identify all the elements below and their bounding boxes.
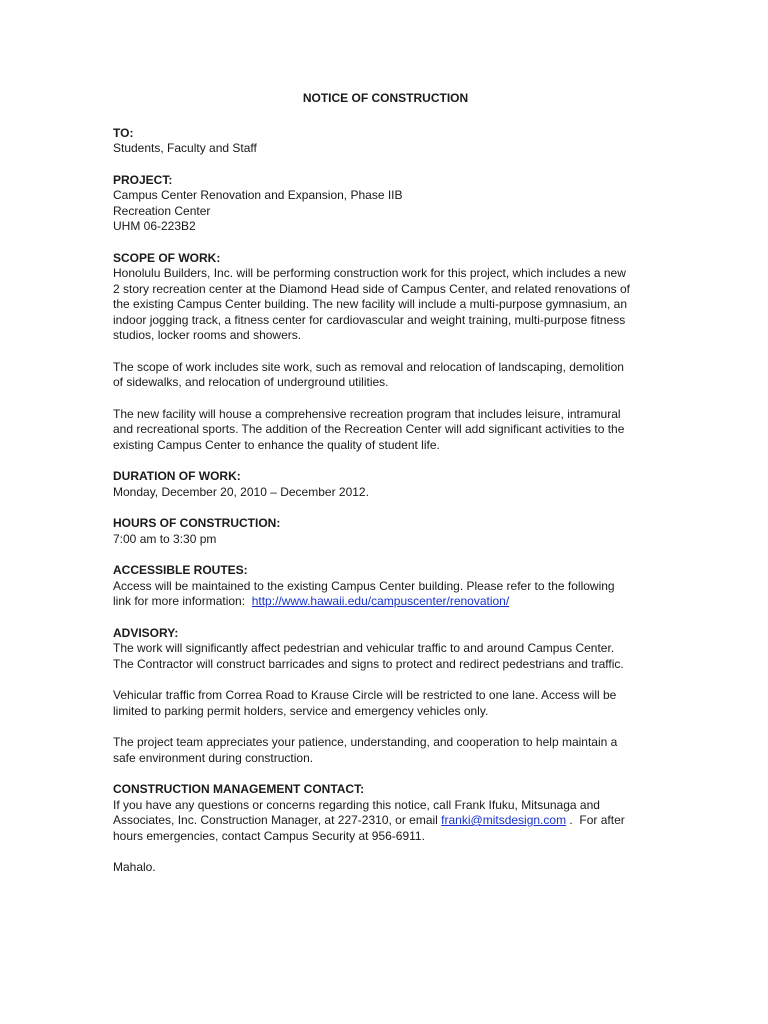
- project-name: Campus Center Renovation and Expansion, Phase IIB: [113, 188, 403, 202]
- advisory-section: [113, 626, 658, 767]
- hours-heading: HOURS OF CONSTRUCTION:: [113, 516, 281, 530]
- text-line: indoor jogging track, a fitness center for cardiovascular and weight training, multi-purpose fitness: [113, 312, 626, 327]
- contact-email-link[interactable]: franki@mitsdesign.com: [441, 813, 567, 827]
- advisory-heading: ADVISORY:: [113, 625, 179, 640]
- text-line: the existing Campus Center building. The new facility will include a multi-purpose gymnasium, an: [113, 297, 628, 311]
- contact-line-prefix: Associates, Inc. Construction Manager, at 227-2310, or email: [113, 813, 442, 827]
- text-line: The scope of work includes site work, such as removal and relocation of landscaping, demolition: [113, 359, 624, 374]
- routes-link-prefix: link for more information:: [113, 594, 252, 608]
- advisory-paragraph-1: [113, 641, 658, 672]
- scope-paragraph-3: [113, 407, 658, 454]
- to-heading: TO:: [113, 125, 134, 140]
- text-line: [113, 594, 658, 610]
- hours-value: 7:00 am to 3:30 pm: [113, 531, 217, 546]
- text-line: and recreational sports. The addition of the Recreation Center will add significant activities to the: [113, 422, 625, 436]
- text-line: If you have any questions or concerns regarding this notice, call Frank Ifuku, Mitsunaga and: [113, 797, 600, 812]
- text-line: 2 story recreation center at the Diamond Head side of Campus Center, and related renovations of: [113, 281, 630, 296]
- to-recipients: Students, Faculty and Staff: [113, 141, 257, 155]
- text-line: safe environment during construction.: [113, 750, 314, 765]
- text-line: The new facility will house a comprehensive recreation program that includes leisure, intramural: [113, 406, 621, 421]
- hours-section: [113, 516, 658, 547]
- text-line: existing Campus Center to enhance the quality of student life.: [113, 437, 440, 452]
- text-line: The project team appreciates your patience, understanding, and cooperation to help maintain a: [113, 735, 618, 749]
- renovation-link[interactable]: http://www.hawaii.edu/campuscenter/renovation/: [251, 594, 510, 608]
- text-line: [113, 813, 658, 829]
- scope-section: [113, 251, 658, 454]
- text-line: The work will significantly affect pedestrian and vehicular traffic to and around Campus Center.: [113, 641, 615, 655]
- advisory-paragraph-3: [113, 735, 658, 766]
- duration-heading: DURATION OF WORK:: [113, 469, 241, 483]
- scope-heading: SCOPE OF WORK:: [113, 250, 221, 265]
- to-section: [113, 126, 658, 157]
- routes-section: [113, 563, 658, 610]
- project-section: [113, 173, 658, 235]
- routes-heading: ACCESSIBLE ROUTES:: [113, 563, 248, 577]
- text-line: limited to parking permit holders, service and emergency vehicles only.: [113, 703, 489, 718]
- project-heading: PROJECT:: [113, 172, 173, 187]
- scope-paragraph-1: [113, 266, 658, 344]
- document-title: NOTICE OF CONSTRUCTION: [302, 91, 469, 105]
- closing-salutation: Mahalo.: [113, 860, 156, 874]
- text-line: hours emergencies, contact Campus Security at 956-6911.: [113, 828, 425, 843]
- advisory-paragraph-2: [113, 688, 658, 719]
- scope-paragraph-2: [113, 360, 658, 391]
- text-line: Vehicular traffic from Correa Road to Krause Circle will be restricted to one lane. Access will be: [113, 688, 617, 702]
- contact-section: [113, 782, 658, 844]
- project-subtitle: Recreation Center: [113, 203, 211, 218]
- text-line: of sidewalks, and relocation of underground utilities.: [113, 375, 389, 389]
- text-line: The Contractor will construct barricades and signs to protect and redirect pedestrians and traffic.: [113, 656, 624, 671]
- text-line: Access will be maintained to the existing Campus Center building. Please refer to the following: [113, 578, 615, 593]
- text-line: Honolulu Builders, Inc. will be performing construction work for this project, which includes a new: [113, 266, 626, 280]
- contact-heading: CONSTRUCTION MANAGEMENT CONTACT:: [113, 782, 365, 796]
- notice-body: [113, 91, 658, 876]
- text-line: studios, locker rooms and showers.: [113, 328, 302, 342]
- duration-dates: Monday, December 20, 2010 – December 2012.: [113, 484, 369, 499]
- contact-line-suffix: . For after: [566, 813, 625, 827]
- duration-section: [113, 469, 658, 500]
- project-number: UHM 06-223B2: [113, 219, 196, 233]
